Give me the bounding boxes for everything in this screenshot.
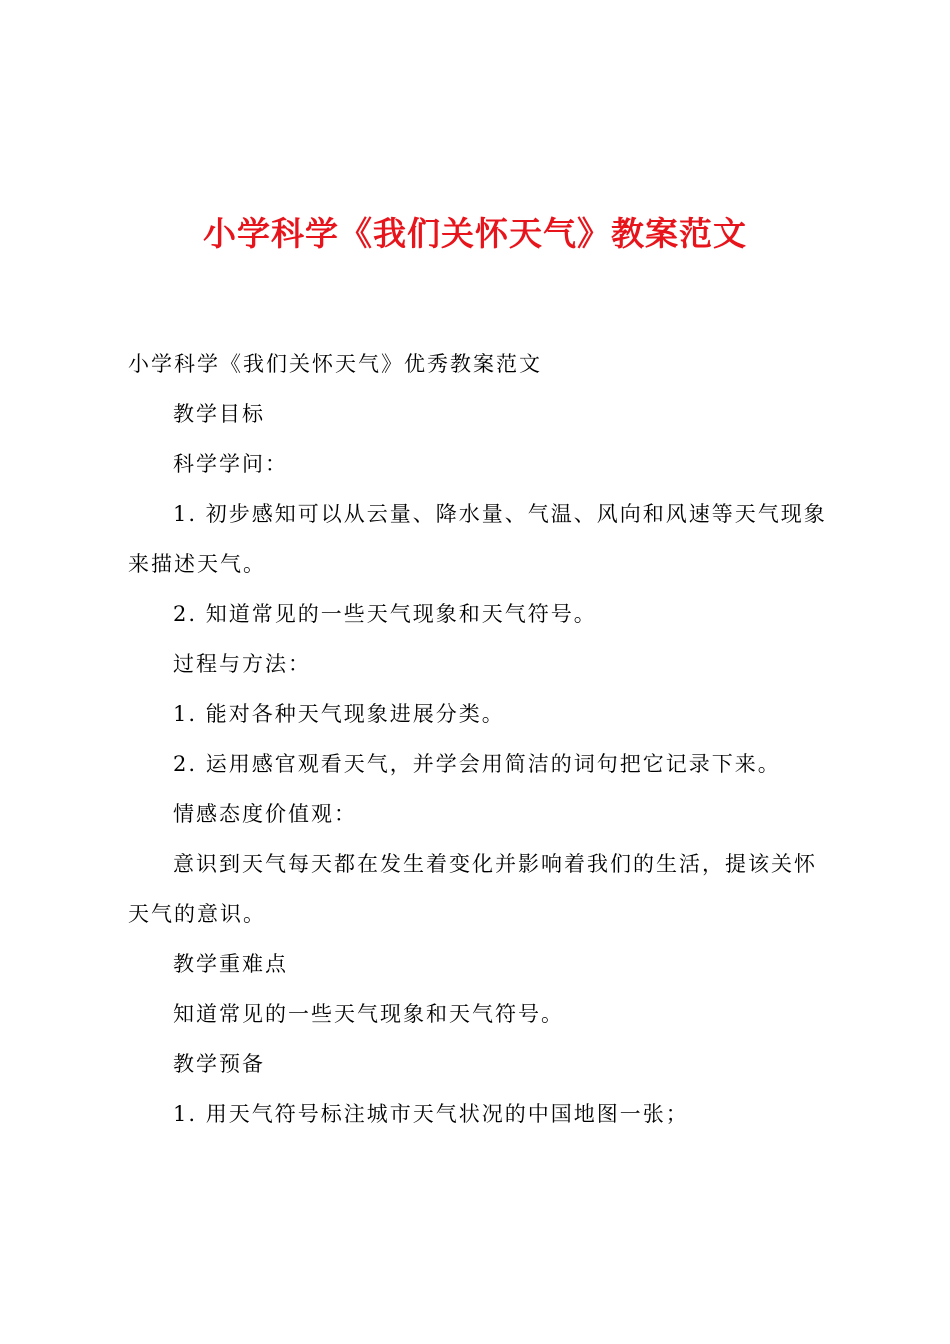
paragraph-science-knowledge: 科学学问：: [173, 452, 288, 476]
paragraph-teaching-preparation: 教学预备: [173, 1052, 265, 1076]
paragraph-method-item-1: 1. 能对各种天气现象进展分类。: [173, 702, 505, 726]
paragraph-emotion-values: 情感态度价值观：: [173, 802, 357, 826]
document-title: 小学科学《我们关怀天气》教案范文: [203, 214, 747, 253]
paragraph-subtitle: 小学科学《我们关怀天气》优秀教案范文: [128, 352, 542, 376]
paragraph-knowledge-item-2: 2. 知道常见的一些天气现象和天气符号。: [173, 602, 597, 626]
paragraph-teaching-goals: 教学目标: [173, 402, 265, 426]
paragraph-emotion-item: 意识到天气每天都在发生着变化并影响着我们的生活，提该关怀天气的意识。: [128, 852, 817, 926]
paragraph-process-methods: 过程与方法：: [173, 652, 311, 676]
paragraph-difficulty-item: 知道常见的一些天气现象和天气符号。: [173, 1002, 564, 1026]
paragraph-key-difficulties: 教学重难点: [173, 952, 288, 976]
paragraph-knowledge-item-1: 1. 初步感知可以从云量、降水量、气温、风向和风速等天气现象来描述天气。: [128, 502, 827, 576]
paragraph-preparation-item-1: 1. 用天气符号标注城市天气状况的中国地图一张；: [173, 1102, 689, 1126]
paragraph-method-item-2: 2. 运用感官观看天气，并学会用简洁的词句把它记录下来。: [173, 752, 781, 776]
document-body: [128, 339, 834, 1139]
